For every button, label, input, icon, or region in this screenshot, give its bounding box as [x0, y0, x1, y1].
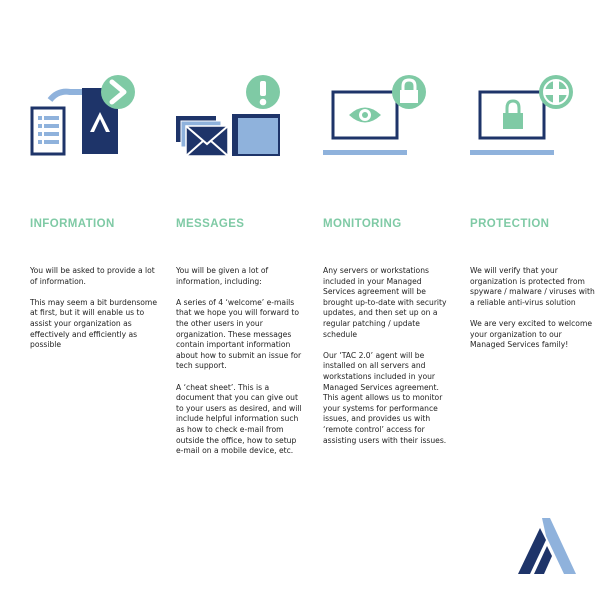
- paragraph: You will be asked to provide a lot of information.: [30, 266, 155, 286]
- column-title: MESSAGES: [176, 218, 245, 230]
- column-title: PROTECTION: [470, 218, 550, 230]
- column-body: [323, 266, 451, 457]
- paragraph: You will be given a lot of information, including:: [176, 266, 269, 286]
- column-body: [176, 266, 304, 467]
- column-title: MONITORING: [323, 218, 402, 230]
- paragraph: This may seem a bit burdensome at first, but it will enable us to assist your organization as effectively and efficiently as possible: [30, 297, 157, 350]
- paragraph: Our ‘TAC 2.0’ agent will be installed on all servers and workstations included in your Managed Services agreement. This agent allows us to monitor your systems for performance issues, and provides us with ‘remote control’ access for assisting users with their issues.: [323, 350, 447, 445]
- paragraph: We are very excited to welcome your organization to our Managed Services family!: [470, 318, 593, 350]
- column-body: [470, 266, 598, 361]
- laptop-eye-lock-icon: [323, 70, 451, 165]
- paragraph: A ‘cheat sheet’. This is a document that you can give out to your users as desired, and will include helpful information such as how to check e-mail from outside the office, how to setup e-mail on a mobile device, etc.: [176, 382, 302, 456]
- laptop-lock-plus-icon: [470, 70, 598, 165]
- column-title: INFORMATION: [30, 218, 115, 230]
- column-body: [30, 266, 158, 361]
- paragraph: A series of 4 ‘welcome’ e-mails that we hope you will forward to the other users in your organization. These messages contain important information about how to submit an issue for tech support.: [176, 297, 302, 371]
- company-logo: [514, 516, 578, 578]
- envelopes-alert-icon: [176, 70, 304, 165]
- document-to-server-arrow-icon: [30, 70, 158, 165]
- paragraph: We will verify that your organization is protected from spyware / malware / viruses with a reliable anti-virus solution: [470, 266, 595, 307]
- paragraph: Any servers or workstations included in your Managed Services agreement will be brought up-to-date with security updates, and then set up on a regular patching / update schedule: [323, 266, 447, 339]
